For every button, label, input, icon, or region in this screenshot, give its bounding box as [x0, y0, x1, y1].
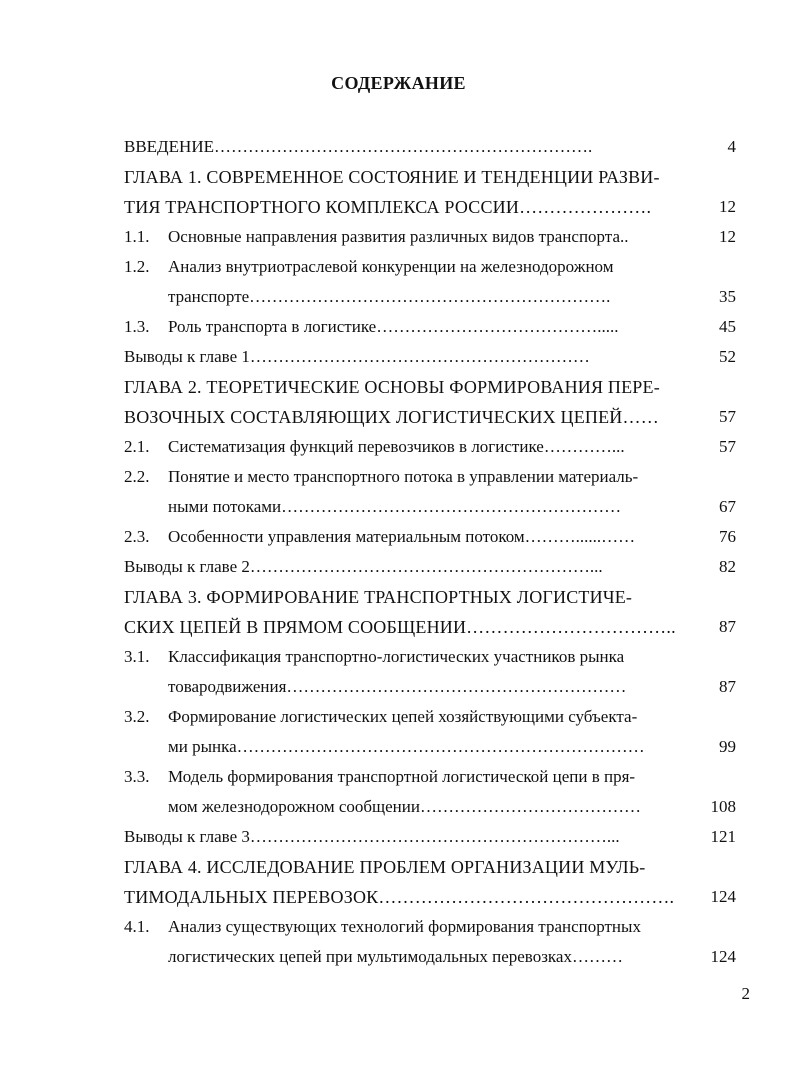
toc-page-number: 45 [719, 317, 736, 336]
toc-page-number: 87 [719, 617, 736, 636]
section-title: Особенности управления материальным потоком………......…… [168, 527, 636, 546]
toc-conclusions-3: Выводы к главе 3………………………………………………………... [124, 827, 620, 846]
toc-chapter-4-line-1: ГЛАВА 4. ИССЛЕДОВАНИЕ ПРОБЛЕМ ОРГАНИЗАЦИИ МУЛЬ- [124, 857, 646, 877]
toc-conclusions-1: Выводы к главе 1…………………………………………………… [124, 347, 590, 366]
section-title: Анализ существующих технологий формирования транспортных [168, 917, 641, 936]
section-number: 2.2. [124, 467, 150, 486]
toc-page-number: 76 [719, 527, 736, 546]
section-title: Анализ внутриотраслевой конкуренции на железнодорожном [168, 257, 614, 276]
toc-page-number: 35 [719, 287, 736, 306]
toc-page-number: 57 [719, 407, 736, 426]
section-number: 4.1. [124, 917, 150, 936]
page-number: 2 [741, 984, 750, 1003]
toc-page-number: 67 [719, 497, 736, 516]
toc-page-number: 4 [727, 137, 736, 156]
section-number: 3.3. [124, 767, 150, 786]
section-title: Формирование логистических цепей хозяйствующими субъекта- [168, 707, 638, 726]
toc-page-number: 12 [719, 197, 736, 216]
section-number: 3.1. [124, 647, 150, 666]
section-number: 1.3. [124, 317, 150, 336]
toc-page-number: 57 [719, 437, 736, 456]
section-number: 1.1. [124, 227, 150, 246]
toc-page-number: 108 [710, 797, 736, 816]
section-title-continuation: товародвижения…………………………………………………… [168, 677, 627, 696]
toc-page-number: 124 [710, 947, 736, 966]
section-title-continuation: мом железнодорожном сообщении………………………………… [168, 797, 641, 816]
section-title: Систематизация функций перевозчиков в логистике…………... [168, 437, 625, 456]
toc-entry-intro [124, 132, 592, 162]
toc-chapter-2-line-2: ВОЗОЧНЫХ СОСТАВЛЯЮЩИХ ЛОГИСТИЧЕСКИХ ЦЕПЕЙ…… [124, 407, 659, 427]
toc-page-number: 12 [719, 227, 736, 246]
section-title-continuation: логистических цепей при мультимодальных перевозках……… [168, 947, 623, 966]
page-title: СОДЕРЖАНИЕ [331, 73, 466, 93]
section-title-continuation: ными потоками…………………………………………………… [168, 497, 622, 516]
section-title: Классификация транспортно-логистических участников рынка [168, 647, 625, 666]
toc-chapter-2-line-1: ГЛАВА 2. ТЕОРЕТИЧЕСКИЕ ОСНОВЫ ФОРМИРОВАНИЯ ПЕРЕ- [124, 377, 660, 397]
toc-page-number: 121 [710, 827, 736, 846]
section-title: Основные направления развития различных видов транспорта.. [168, 227, 629, 246]
toc-chapter-1-line-1: ГЛАВА 1. СОВРЕМЕННОЕ СОСТОЯНИЕ И ТЕНДЕНЦИИ РАЗВИ- [124, 167, 660, 187]
section-title: Понятие и место транспортного потока в управлении материаль- [168, 467, 639, 486]
section-title: Роль транспорта в логистике…………………………………..... [168, 317, 619, 336]
toc-conclusions-2: Выводы к главе 2……………………………………………………... [124, 557, 603, 576]
toc-chapter-3-line-2: СКИХ ЦЕПЕЙ В ПРЯМОМ СООБЩЕНИИ…………………………….. [124, 617, 676, 637]
toc-chapter-1-line-2: ТИЯ ТРАНСПОРТНОГО КОМПЛЕКСА РОССИИ…………………. [124, 197, 652, 217]
toc-page-number: 124 [710, 887, 736, 906]
toc-entry-title: ВВЕДЕНИЕ…………………………………………………………. [124, 137, 593, 156]
section-title-continuation: ми рынка……………………………………………………………… [168, 737, 645, 756]
toc-page-number: 87 [719, 677, 736, 696]
section-number: 2.3. [124, 527, 150, 546]
section-number: 1.2. [124, 257, 150, 276]
toc-chapter-4-line-2: ТИМОДАЛЬНЫХ ПЕРЕВОЗОК…………………………………………. [124, 887, 675, 907]
toc-page-number: 82 [719, 557, 736, 576]
toc-page-number: 99 [719, 737, 736, 756]
section-number: 3.2. [124, 707, 150, 726]
toc-page-number: 52 [719, 347, 736, 366]
section-title-continuation: транспорте………………………………………………………. [168, 287, 611, 306]
section-title: Модель формирования транспортной логистической цепи в пря- [168, 767, 636, 786]
toc-chapter-3-line-1: ГЛАВА 3. ФОРМИРОВАНИЕ ТРАНСПОРТНЫХ ЛОГИСТИЧЕ- [124, 587, 633, 607]
section-number: 2.1. [124, 437, 150, 456]
